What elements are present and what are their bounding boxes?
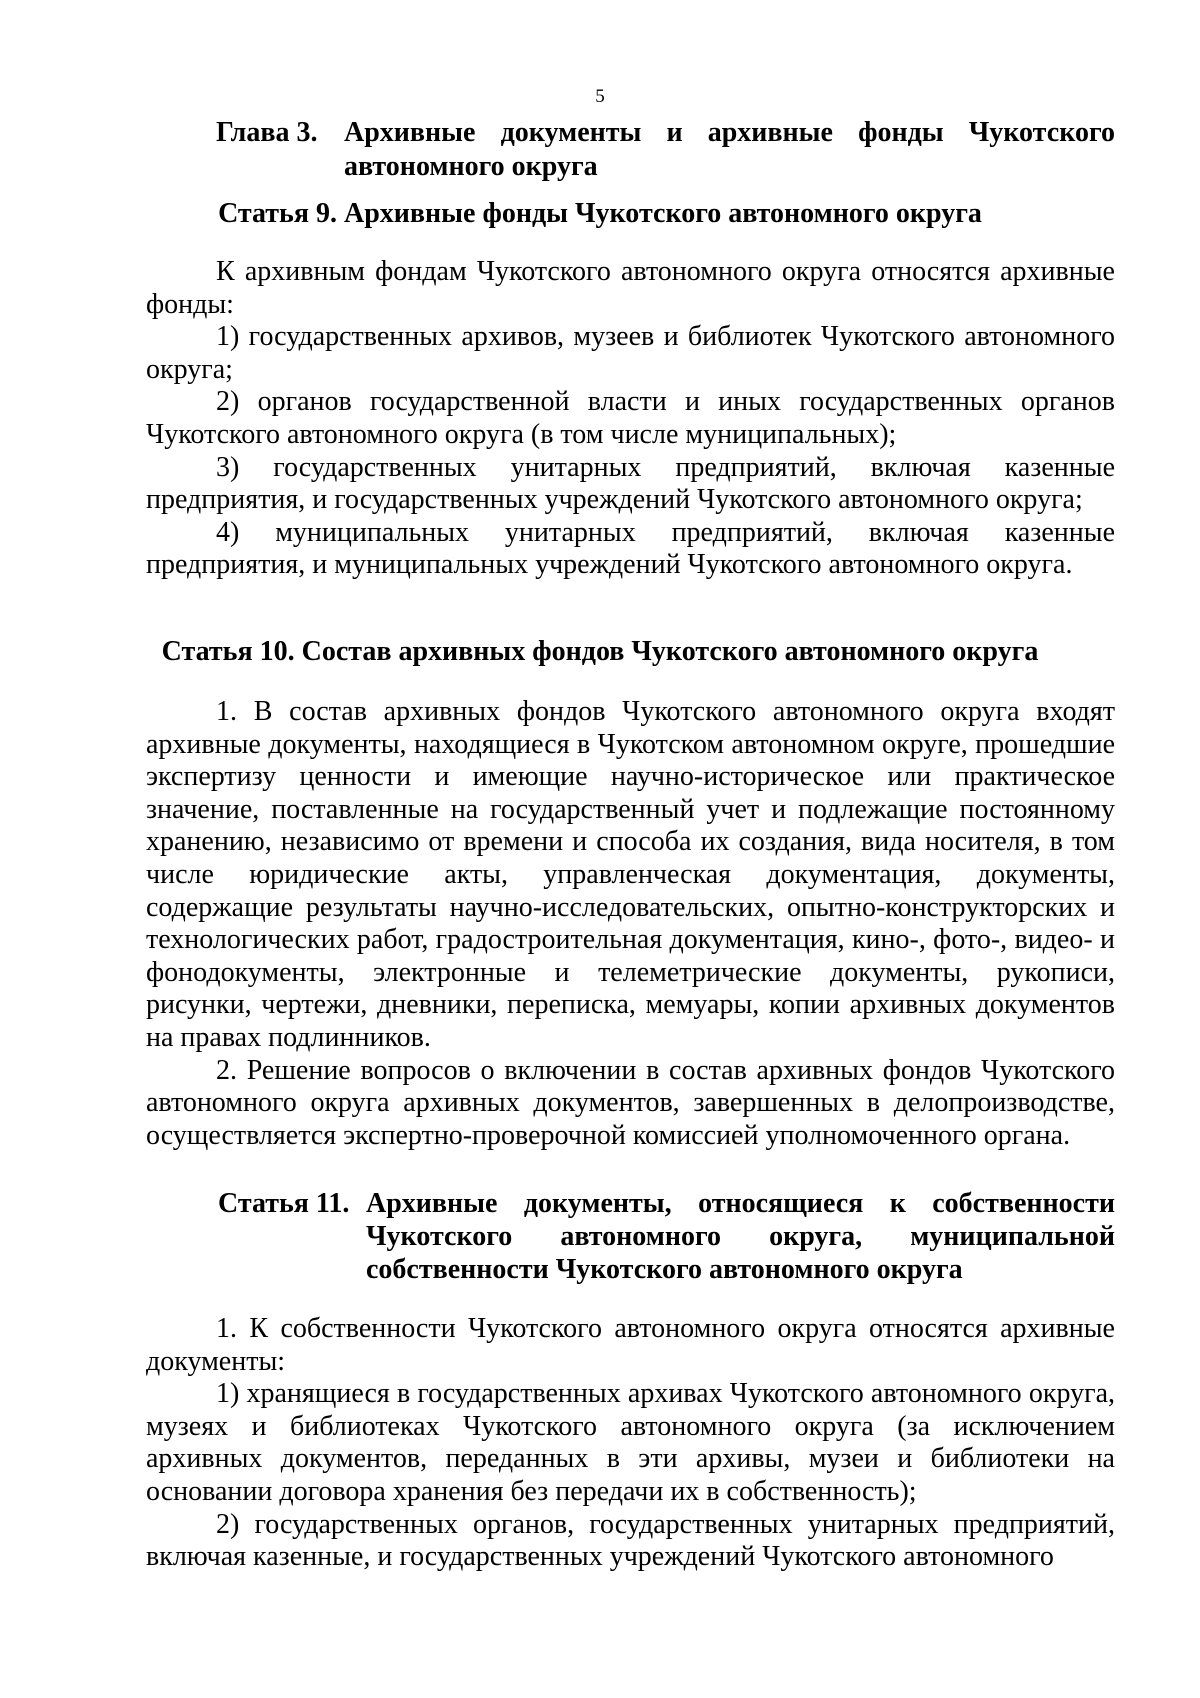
paragraph: 2) государственных органов, государственных унитарных предприятий, включая казенные, и государственных учреждений Чукотского автономного (146, 1508, 1115, 1573)
chapter-title: Архивные документы и архивные фонды Чукотского автономного округа (344, 117, 1115, 182)
article-9-body (146, 256, 1115, 582)
paragraph: 1) хранящиеся в государственных архивах Чукотского автономного округа, музеях и библиотеках Чукотского автономного округа (за исключением архивных документов, переданных в эти архивы, музеи и библиотеки на основании договора хранения без передачи их в собственность); (146, 1378, 1115, 1507)
article-11-body (146, 1313, 1115, 1574)
paragraph: 2) органов государственной власти и иных государственных органов Чукотского автономного округа (в том числе муниципальных); (146, 386, 1115, 450)
article-9-heading: Статья 9. Архивные фонды Чукотского автономного округа (218, 198, 982, 229)
article-10-body (146, 696, 1115, 1152)
page-number: 5 (595, 86, 605, 107)
paragraph: 1. В состав архивных фондов Чукотского автономного округа входят архивные документы, находящиеся в Чукотском автономном округе, прошедшие экспертизу ценности и имеющие научно-историческое или практическое значение, поставленные на государственный учет и подлежащие постоянному хранению, независимо от времени и способа их создания, вида носителя, в том числе юридические акты, управленческая документация, документы, содержащие результаты научно-исследовательских, опытно-конструкторских и технологических работ, градостроительная документация, кино-, фото-, видео- и фонодокументы, электронные и телеметрические документы, рукописи, рисунки, чертежи, дневники, переписка, мемуары, копии архивных документов на правах подлинников. (146, 696, 1115, 1053)
paragraph: К архивным фондам Чукотского автономного округа относятся архивные фонды: (146, 256, 1115, 320)
chapter-label: Глава 3. (216, 117, 318, 148)
paragraph: 3) государственных унитарных предприятий, включая казенные предприятия, и государственных учреждений Чукотского автономного округа; (146, 451, 1115, 516)
paragraph: 2. Решение вопросов о включении в состав архивных фондов Чукотского автономного округа архивных документов, завершенных в делопроизводстве, осуществляется экспертно-проверочной комиссией уполномоченного органа. (146, 1054, 1115, 1151)
chapter-heading (216, 116, 1115, 184)
article-11-title: Архивные документы, относящиеся к собственности Чукотского автономного округа, муниципальной собственности Чукотского автономного округа (366, 1188, 1115, 1285)
paragraph: 4) муниципальных унитарных предприятий, включая казенные предприятия, и муниципальных учреждений Чукотского автономного округа. (146, 516, 1115, 581)
article-11-heading (218, 1187, 1115, 1286)
paragraph: 1. К собственности Чукотского автономного округа относятся архивные документы: (146, 1313, 1115, 1377)
paragraph: 1) государственных архивов, музеев и библиотек Чукотского автономного округа; (146, 321, 1115, 385)
article-11-label: Статья 11. (218, 1188, 350, 1219)
article-10-heading: Статья 10. Состав архивных фондов Чукотского автономного округа (161, 636, 1039, 667)
